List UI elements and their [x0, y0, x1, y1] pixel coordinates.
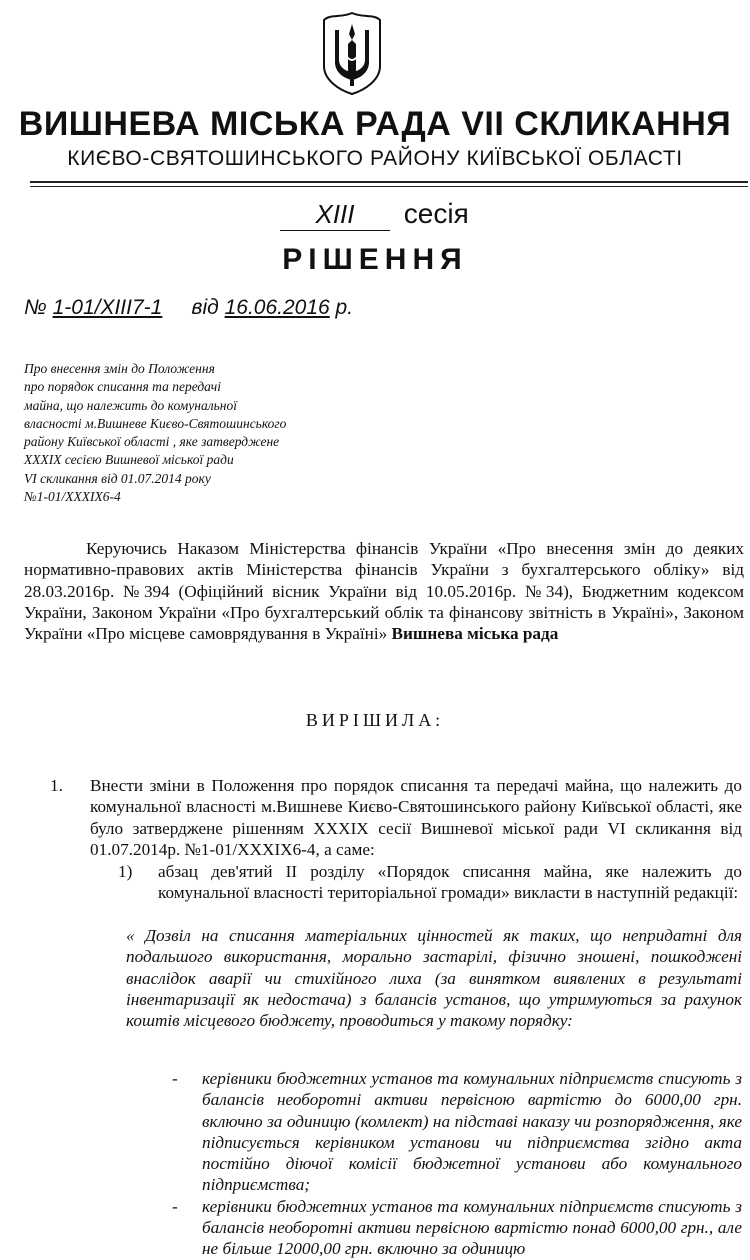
date-suffix: р. [335, 296, 354, 319]
item-text: Внести зміни в Положення про порядок списання та передачі майна, що належить до комунальної власності м.Вишневе Києво-Святошинського району Київської області, яке було затверджене рішенням XXXIX сесії Вишневої міської ради VI скликання від 01.07.2014р. №1-01/XXXIX6-4, а саме: [90, 776, 742, 859]
document-type-title: РІШЕННЯ [282, 243, 468, 276]
date-prefix: від [191, 296, 219, 319]
preamble-subject: Вишнева міська рада [391, 624, 559, 644]
dash-marker: - [172, 1196, 178, 1216]
resolved-heading: ВИРІШИЛА: [305, 710, 445, 730]
decision-subject [24, 360, 354, 506]
district-name: КИЄВО-СВЯТОШИНСЬКОГО РАЙОНУ КИЇВСЬКОЇ ОБЛАСТІ [67, 147, 683, 170]
list-item-1 [50, 775, 742, 860]
header-divider [30, 181, 748, 183]
list-item [172, 1196, 742, 1260]
bullet-text: керівники бюджетних установ та комунальних підприємств списують з балансів необоротні активи первісною вартістю понад 6000,00 грн., але не більше 12000,00 грн. включно за одиницю [202, 1196, 742, 1259]
bullet-text: керівники бюджетних установ та комунальних підприємств списують з балансів необоротні активи первісною вартістю до 6000,00 грн. включно за одиницю (комлект) на підставі наказу чи розпорядження, яке підписується керівником установи чи підприємства згідно акта постійно діючої комісії бюджетної установи або комунального підприємства; [202, 1069, 742, 1195]
preamble-text: Керуючись Наказом Міністерства фінансів України «Про внесення змін до деяких нормативно-правових актів Міністерства фінансів України з бухгалтерського обліку» від 28.03.2016р. №394 (Офіційний вісник України від 10.05.2016р. №34), Бюджетним кодексом України, Законом України «Про бухгалтерський облік та фінансову звітність в Україні», Законом України «Про місцеве самоврядування в Україні» [24, 539, 744, 644]
subject-line: власності м.Вишневе Києво-Святошинського [24, 415, 287, 431]
document-date: 16.06.2016 [224, 296, 330, 319]
list-item [172, 1068, 742, 1196]
dash-marker: - [172, 1069, 178, 1088]
document-number-line [24, 296, 353, 320]
subject-line: VI скликання від 01.07.2014 року [24, 470, 211, 486]
header-divider-thin [30, 186, 748, 187]
coat-of-arms-trident-icon [321, 10, 383, 96]
sub-item-number: 1) [118, 862, 133, 881]
item-number: 1. [50, 776, 63, 795]
document-number: 1-01/XIII7-1 [52, 296, 163, 319]
subject-line: №1-01/XXXIX6-4 [24, 489, 121, 505]
sub-item-1 [118, 861, 742, 904]
session-number: XIII [280, 199, 390, 231]
subject-line: XXXIX сесією Вишневої міської ради [24, 452, 234, 468]
subject-line: району Київської області , яке затверджене [24, 434, 280, 450]
session-line [280, 198, 469, 231]
council-name: ВИШНЕВА МІСЬКА РАДА VII СКЛИКАННЯ [18, 105, 732, 143]
subject-line: майна, що належить до комунальної [24, 397, 237, 413]
quoted-provision: « Дозвіл на списання матеріальних цінностей як таких, що непридатні для подальшого використання, морально застарілі, фізично зношені, пошкоджені внаслідок аварії чи стихійного лиха (за винятком виявлених в результаті інвентаризації як недостача) з балансів установ, що утримуються за рахунок коштів місцевого бюджету, проводиться у такому порядку: [126, 926, 742, 1031]
number-prefix: № [24, 296, 47, 319]
sub-item-text: абзац дев'ятий ІІ розділу «Порядок списання майна, яке належить до комунальної власності територіальної громади» викласти в наступній редакції: [158, 862, 742, 903]
session-label: сесія [403, 198, 469, 229]
subject-line: Про внесення змін до Положення [24, 361, 215, 376]
bullet-list [172, 1068, 742, 1260]
subject-line: про порядок списання та передачі [24, 379, 221, 395]
preamble-paragraph [24, 538, 744, 644]
